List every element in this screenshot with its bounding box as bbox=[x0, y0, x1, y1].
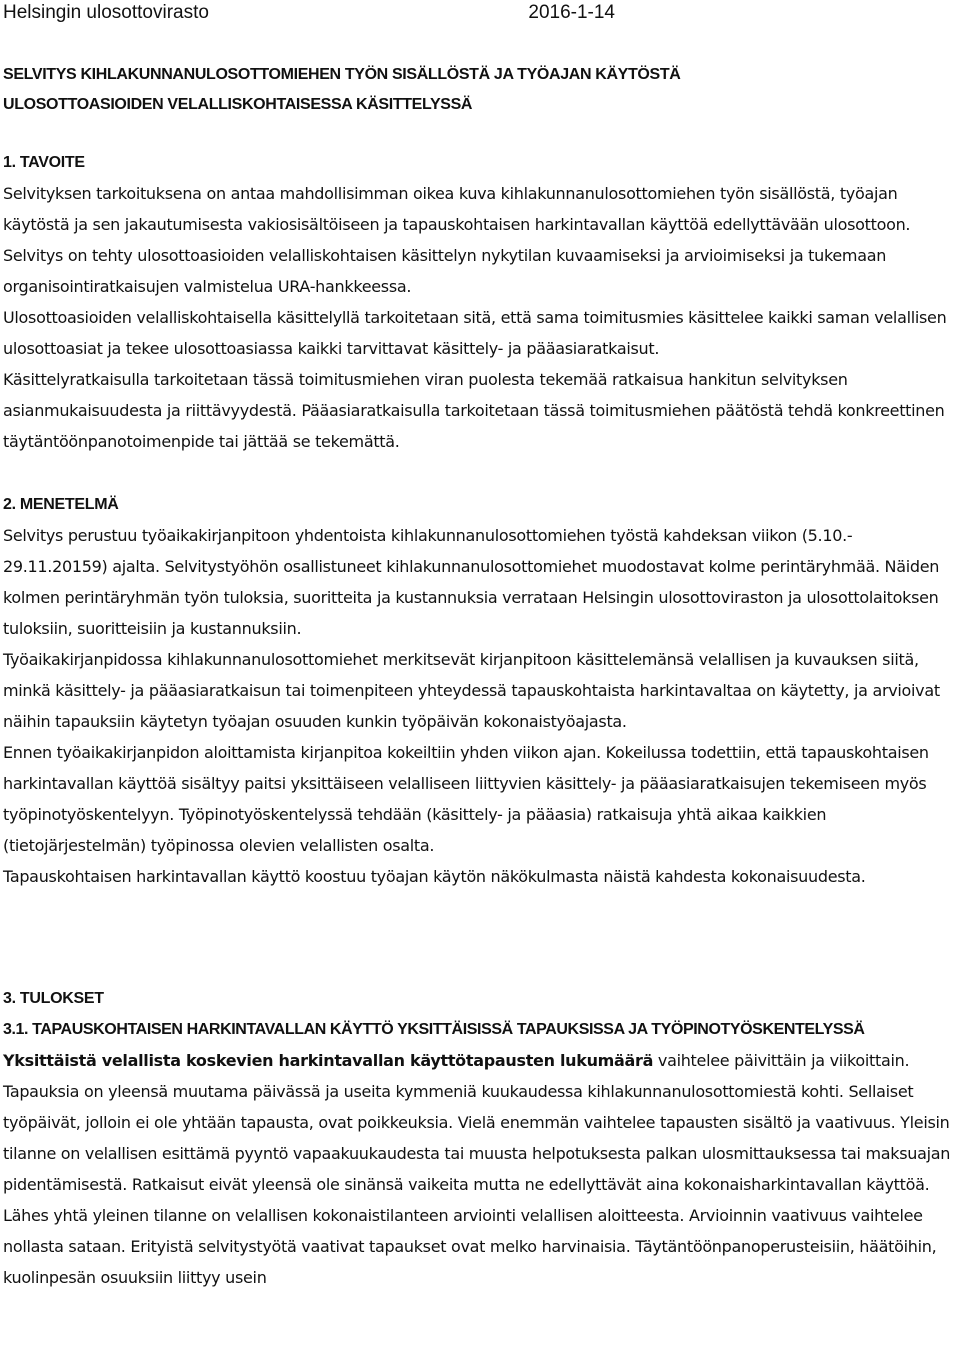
goal-paragraph-3: Käsittelyratkaisulla tarkoitetaan tässä toimitusmiehen viran puolesta tekemää ratkaisua hankitun selvityksen asianmukaisuudesta ja riittävyydestä. Pääasiaratkaisulla tarkoitetaan tässä toimitusmiehen päätöstä tehdä konkreettinen täytäntöönpanotoimenpide tai jättää se tekemättä. bbox=[3, 370, 945, 451]
method-paragraph-4: Tapauskohtaisen harkintavallan käyttö koostuu työajan käytön näkökulmasta näistä kahdesta kokonaisuudesta. bbox=[3, 867, 866, 886]
goal-paragraph-1: Selvityksen tarkoituksena on antaa mahdollisimman oikea kuva kihlakunnanulosottomiehen työn sisällöstä, työajan käytöstä ja sen jakautumisesta vakiosisältöiseen ja tapauskohtaisen harkintavallan käyttöä edellyttävään ulosottoon. Selvitys on tehty ulosottoasioiden velalliskohtaisen käsittelyn nykytilan kuvaamiseksi ja arvioimiseksi ja tukemaan organisointiratkaisujen valmistelua URA-hankkeessa. bbox=[3, 184, 911, 296]
subsection-heading-3-1: 3.1. TAPAUSKOHTAISEN HARKINTAVALLAN KÄYTTÖ YKSITTÄISISSÄ TAPAUKSISSA JA TYÖPINOTYÖSKENTELYSSÄ bbox=[3, 1021, 865, 1038]
section-heading-results: 3. TULOKSET bbox=[3, 990, 104, 1007]
document-date: 2016-1-14 bbox=[528, 2, 615, 23]
section-heading-goal: 1. TAVOITE bbox=[3, 154, 85, 171]
section-results bbox=[3, 983, 953, 1293]
title-line-2: ULOSOTTOASIOIDEN VELALLISKOHTAISESSA KÄSITTELYSSÄ bbox=[3, 96, 473, 113]
section-method bbox=[3, 489, 953, 892]
method-paragraph-2: Työaikakirjanpidossa kihlakunnanulosottomiehet merkitsevät kirjanpitoon käsittelemänsä velallisen ja kuvauksen siitä, minkä käsittely- ja pääasiaratkaisun tai toimenpiteen yhteydessä tapauskohtaista harkintavaltaa on käytetty, ja arvioivat näihin tapauksiin käytetyn työajan osuuden kunkin työpäivän kokonaistyöajasta. bbox=[3, 650, 940, 731]
results-paragraph-1 bbox=[3, 1045, 953, 1293]
document-title bbox=[3, 60, 943, 120]
page-header bbox=[3, 0, 615, 26]
method-paragraph-1: Selvitys perustuu työaikakirjanpitoon yhdentoista kihlakunnanulosottomiehen työstä kahdeksan viikon (5.10.- 29.11.20159) ajalta. Selvitystyöhön osallistuneet kihlakunnanulosottomiehet muodostavat kolme perintäryhmää. Näiden kolmen perintäryhmän työn tuloksia, suoritteita ja kustannuksia verrataan Helsingin ulosottoviraston ja ulosottolaitoksen tuloksiin, suoritteisiin ja kustannuksiin. bbox=[3, 526, 940, 638]
goal-paragraph-2: Ulosottoasioiden velalliskohtaisella käsittelyllä tarkoitetaan sitä, että sama toimitusmies käsittelee kaikki saman velallisen ulosottoasiat ja tekee ulosottoasiassa kaikki tarvittavat käsittely- ja pääasiaratkaisut. bbox=[3, 308, 947, 358]
title-line-1: SELVITYS KIHLAKUNNANULOSOTTOMIEHEN TYÖN SISÄLLÖSTÄ JA TYÖAJAN KÄYTÖSTÄ bbox=[3, 66, 681, 83]
section-heading-method: 2. MENETELMÄ bbox=[3, 496, 119, 513]
results-lead-bold: Yksittäistä velallista koskevien harkintavallan käyttötapausten lukumäärä bbox=[3, 1051, 654, 1070]
method-paragraph-3: Ennen työaikakirjanpidon aloittamista kirjanpitoa kokeiltiin yhden viikon ajan. Kokeilussa todettiin, että tapauskohtaisen harkintavallan käyttöä sisältyy paitsi yksittäiseen velalliseen liittyvien käsittely- ja pääasiaratkaisujen tekemiseen myös työpinotyöskentelyyn. Työpinotyöskentelyssä tehdään (käsittely- ja pääasia) ratkaisuja yhtä aikaa kaikkien (tietojärjestelmän) työpinossa olevien velallisten osalta. bbox=[3, 743, 929, 855]
section-goal bbox=[3, 147, 953, 457]
results-lead-text: vaihtelee päivittäin ja viikoittain. Tapauksia on yleensä muutama päivässä ja useita kymmeniä kuukaudessa kihlakunnanulosottomiestä kohti. Sellaiset työpäivät, jolloin ei ole yhtään tapausta, ovat poikkeuksia. Vielä enemmän vaihtelee tapausten sisältö ja vaativuus. Yleisin tilanne on velallisen esittämä pyyntö vapaakuukaudesta tai muusta helpotuksesta palkan ulosmittauksessa tai maksuajan pidentämisestä. Ratkaisut eivät yleensä ole sinänsä vaikeita mutta ne edellyttävät aina kokonaisharkintavallan käyttöä. Lähes yhtä yleinen tilanne on velallisen kokonaistilanteen arviointi velallisen aloitteesta. Arvioinnin vaativuus vaihtelee nollasta sataan. Erityistä selvitystyötä vaativat tapaukset ovat melko harvinaisia. Täytäntöönpanoperusteisiin, häätöihin, kuolinpesän osuuksiin liittyy usein bbox=[3, 1051, 951, 1287]
office-name: Helsingin ulosottovirasto bbox=[3, 2, 209, 23]
